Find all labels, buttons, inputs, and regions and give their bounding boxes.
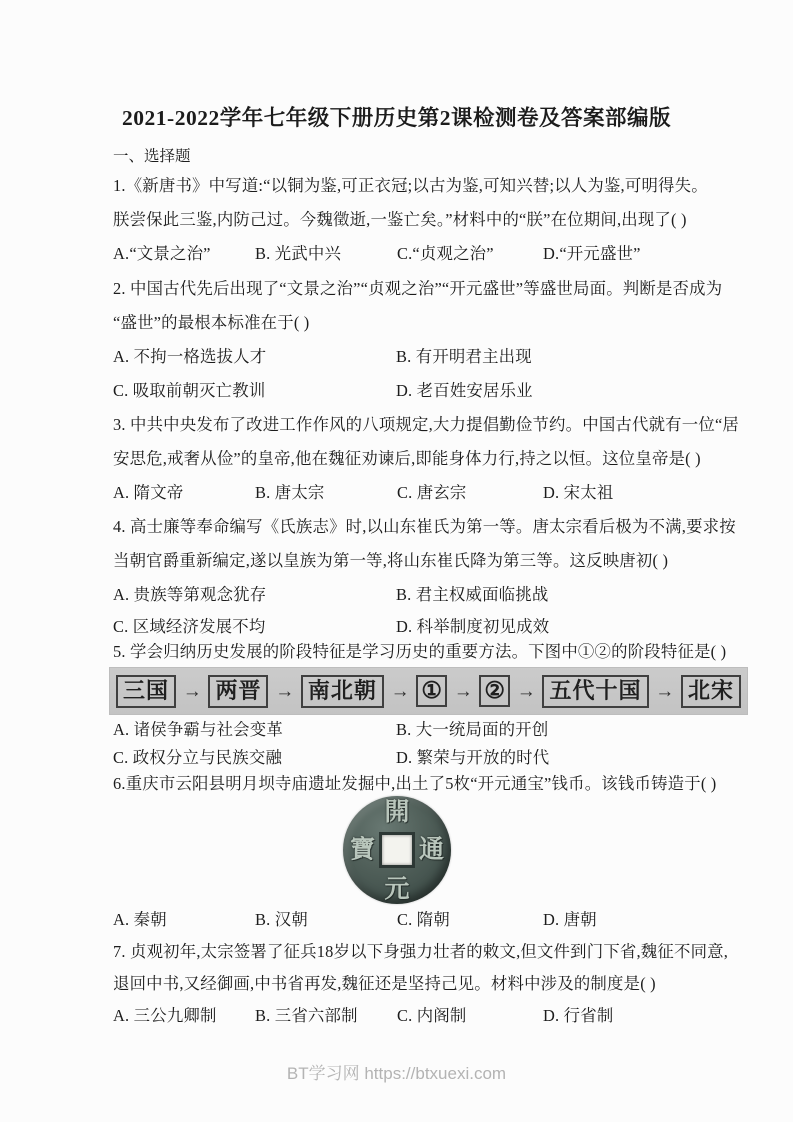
question-5-option-d: D. 繁荣与开放的时代 bbox=[396, 748, 550, 767]
question-5-options-ab bbox=[113, 716, 699, 744]
coin-square-hole bbox=[382, 835, 412, 865]
question-2-line-1: 2. 中国古代先后出现了“文景之治”“贞观之治”“开元盛世”等盛世局面。判断是否成为 bbox=[113, 279, 723, 298]
question-2-option-b: B. 有开明君主出现 bbox=[396, 347, 532, 366]
question-6-line-1: 6.重庆市云阳县明月坝寺庙遗址发掘中,出土了5枚“开元通宝”钱币。该钱币铸造于( ) bbox=[113, 774, 717, 793]
arrow-right-icon: → bbox=[390, 680, 410, 702]
question-2-options-ab bbox=[113, 343, 699, 371]
timeline-box-wudaishiguo: 五代十国 bbox=[542, 675, 648, 708]
timeline-box-liangjin: 两晋 bbox=[208, 675, 268, 708]
kaiyuan-tongbao-coin-image bbox=[343, 796, 451, 904]
question-3-option-a: A. 隋文帝 bbox=[113, 483, 184, 502]
site-watermark: BT学习网 https://btxuexi.com bbox=[286, 1064, 507, 1083]
section-heading: 一、选择题 bbox=[113, 148, 191, 165]
question-4-options-cd bbox=[113, 613, 699, 641]
question-6-option-d: D. 唐朝 bbox=[543, 910, 597, 929]
question-1-line-1: 1.《新唐书》中写道:“以铜为鉴,可正衣冠;以古为鉴,可知兴替;以人为鉴,可明得失。 bbox=[113, 176, 708, 195]
question-5-option-c: C. 政权分立与民族交融 bbox=[113, 748, 283, 767]
question-3-option-d: D. 宋太祖 bbox=[543, 483, 614, 502]
arrow-right-icon: → bbox=[182, 680, 202, 702]
question-7-line-2: 退回中书,又经御画,中书省再发,魏征还是坚持己见。材料中涉及的制度是( ) bbox=[113, 974, 656, 993]
question-4-option-d: D. 科举制度初见成效 bbox=[396, 617, 550, 636]
dynasty-timeline-figure bbox=[110, 668, 747, 714]
question-7-line-1: 7. 贞观初年,太宗签署了征兵18岁以下身强力壮者的敕文,但文件到门下省,魏征不同意, bbox=[113, 942, 729, 961]
question-2-options-cd bbox=[113, 377, 699, 405]
question-1-option-b: B. 光武中兴 bbox=[255, 244, 342, 263]
question-1-option-d: D.“开元盛世” bbox=[543, 244, 641, 263]
timeline-box-nanbeichao: 南北朝 bbox=[301, 675, 384, 708]
question-5-option-a: A. 诸侯争霸与社会变革 bbox=[113, 720, 283, 739]
timeline-box-beisong: 北宋 bbox=[681, 675, 741, 708]
question-2-option-c: C. 吸取前朝灭亡教训 bbox=[113, 381, 266, 400]
question-3-options bbox=[113, 479, 699, 507]
timeline-box-blank-1: ① bbox=[416, 675, 447, 707]
question-2-option-d: D. 老百姓安居乐业 bbox=[396, 381, 533, 400]
question-5-line-1: 5. 学会归纳历史发展的阶段特征是学习历史的重要方法。下图中①②的阶段特征是( ) bbox=[113, 642, 727, 661]
question-3-line-1: 3. 中共中央发布了改进工作作风的八项规定,大力提倡勤俭节约。中国古代就有一位“居 bbox=[113, 415, 740, 434]
coin-character-right: 通 bbox=[418, 836, 444, 864]
timeline-box-sanguo: 三国 bbox=[116, 675, 176, 708]
question-4-line-2: 当朝官爵重新编定,遂以皇族为第一等,将山东崔氏降为第三等。这反映唐初( ) bbox=[113, 551, 669, 570]
question-3-option-b: B. 唐太宗 bbox=[255, 483, 325, 502]
question-2-option-a: A. 不拘一格选拔人才 bbox=[113, 347, 267, 366]
question-7-options bbox=[113, 1002, 699, 1030]
arrow-right-icon: → bbox=[275, 680, 295, 702]
question-3-line-2: 安思危,戒奢从俭”的皇帝,他在魏征劝谏后,即能身体力行,持之以恒。这位皇帝是( ) bbox=[113, 449, 701, 468]
question-7-option-c: C. 内阁制 bbox=[397, 1006, 467, 1025]
question-6-option-b: B. 汉朝 bbox=[255, 910, 308, 929]
question-4-line-1: 4. 高士廉等奉命编写《氏族志》时,以山东崔氏为第一等。唐太宗看后极为不满,要求按 bbox=[113, 517, 736, 536]
coin-character-bottom: 元 bbox=[384, 876, 410, 903]
question-7-option-a: A. 三公九卿制 bbox=[113, 1006, 217, 1025]
question-4-option-c: C. 区域经济发展不均 bbox=[113, 617, 266, 636]
question-2-line-2: “盛世”的最根本标准在于( ) bbox=[113, 313, 310, 332]
question-7-option-b: B. 三省六部制 bbox=[255, 1006, 358, 1025]
question-5-options-cd bbox=[113, 744, 699, 772]
question-7-option-d: D. 行省制 bbox=[543, 1006, 614, 1025]
question-4-options-ab bbox=[113, 581, 699, 609]
coin-character-left: 寶 bbox=[350, 836, 376, 864]
question-4-option-a: A. 贵族等第观念犹存 bbox=[113, 585, 267, 604]
question-1-option-a: A.“文景之治” bbox=[113, 244, 211, 263]
arrow-right-icon: → bbox=[516, 680, 536, 702]
arrow-right-icon: → bbox=[655, 680, 675, 702]
coin-character-top: 開 bbox=[384, 799, 410, 826]
question-1-options bbox=[113, 240, 699, 268]
arrow-right-icon: → bbox=[453, 680, 473, 702]
page-title: 2021-2022学年七年级下册历史第2课检测卷及答案部编版 bbox=[122, 106, 671, 130]
question-6-option-a: A. 秦朝 bbox=[113, 910, 167, 929]
question-4-option-b: B. 君主权威面临挑战 bbox=[396, 585, 549, 604]
question-6-option-c: C. 隋朝 bbox=[397, 910, 450, 929]
question-3-option-c: C. 唐玄宗 bbox=[397, 483, 467, 502]
timeline-box-blank-2: ② bbox=[479, 675, 510, 707]
question-1-line-2: 朕尝保此三鉴,内防己过。今魏徵逝,一鉴亡矣。”材料中的“朕”在位期间,出现了( ) bbox=[113, 210, 687, 229]
question-6-options bbox=[113, 906, 699, 934]
question-1-option-c: C.“贞观之治” bbox=[397, 244, 494, 263]
question-5-option-b: B. 大一统局面的开创 bbox=[396, 720, 549, 739]
